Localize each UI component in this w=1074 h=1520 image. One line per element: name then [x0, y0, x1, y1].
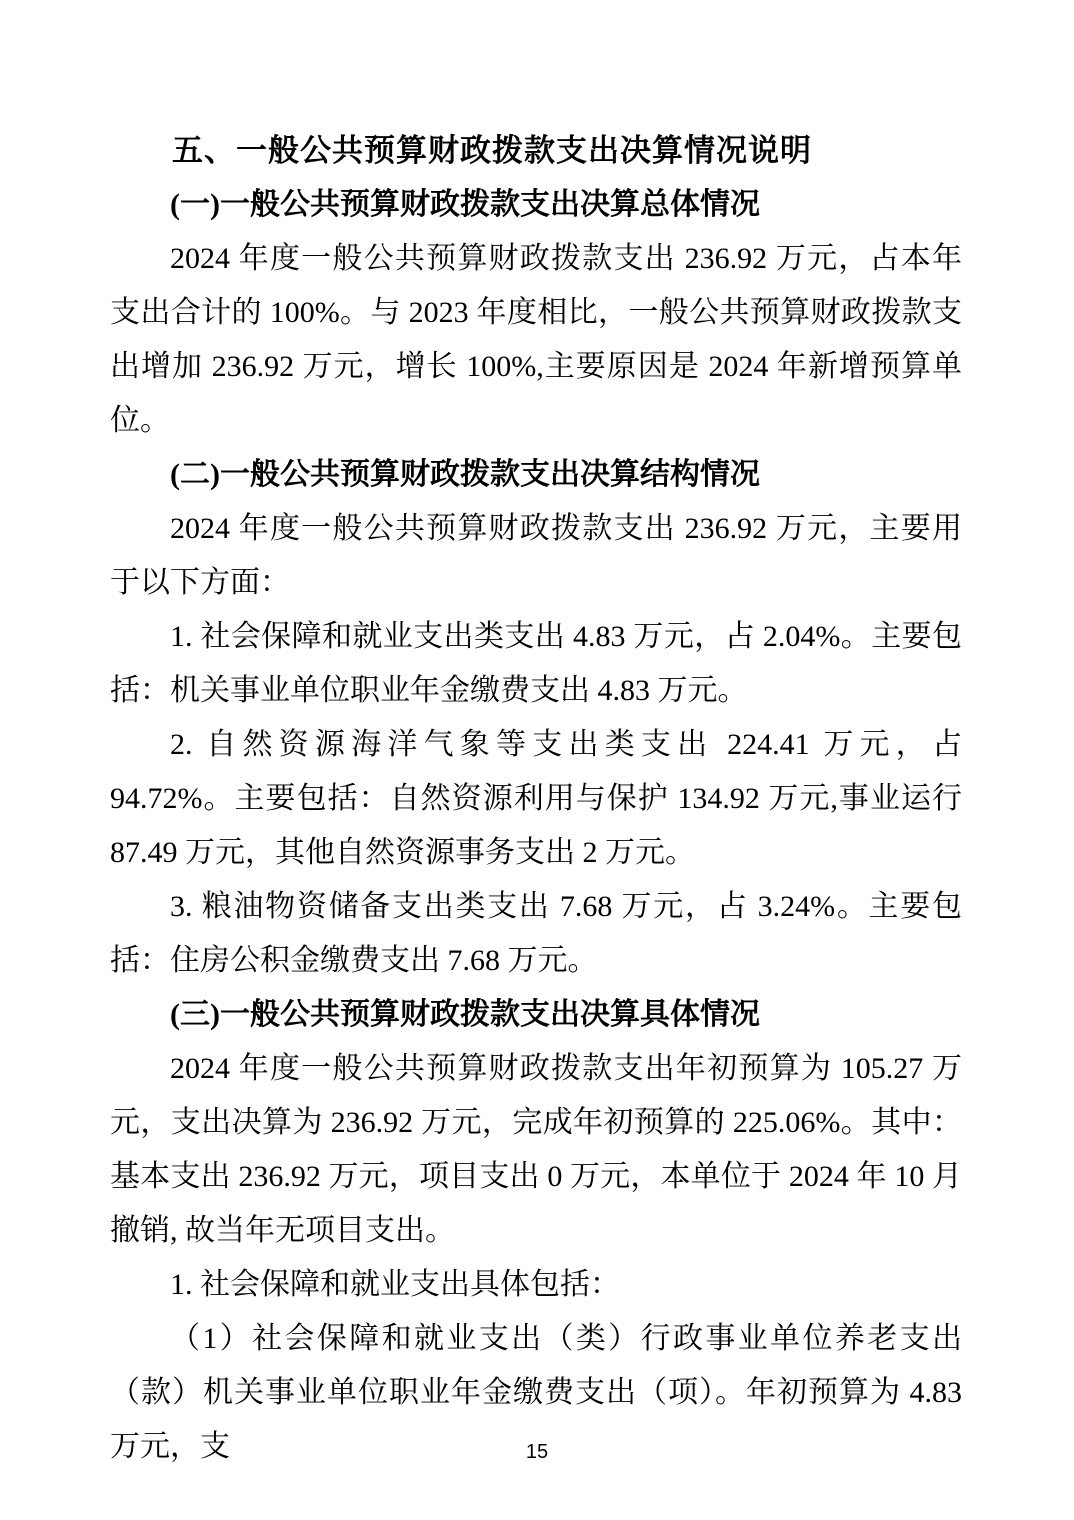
paragraph: 2024 年度一般公共预算财政拨款支出 236.92 万元，占本年支出合计的 100%。与 2023 年度相比，一般公共预算财政拨款支出增加 236.92 万元，增长 100%,主要原因是 2024 年新增预算单位。 — [110, 242, 962, 437]
section-heading-3: (三)一般公共预算财政拨款支出决算具体情况 — [170, 998, 760, 1031]
page-number: 15 — [525, 1441, 549, 1463]
section-heading-2: (二)一般公共预算财政拨款支出决算结构情况 — [170, 458, 760, 491]
paragraph: 1. 社会保障和就业支出类支出 4.83 万元，占 2.04%。主要包括：机关事业单位职业年金缴费支出 4.83 万元。 — [110, 620, 962, 707]
paragraph: 3. 粮油物资储备支出类支出 7.68 万元，占 3.24%。主要包括：住房公积金缴费支出 7.68 万元。 — [110, 890, 962, 977]
paragraph: 2024 年度一般公共预算财政拨款支出年初预算为 105.27 万元，支出决算为 236.92 万元，完成年初预算的 225.06%。其中：基本支出 236.92 万元，项目支出 0 万元，本单位于 2024 年 10 月撤销, 故当年无项目支出。 — [110, 1052, 962, 1247]
paragraph: （1）社会保障和就业支出（类）行政事业单位养老支出（款）机关事业单位职业年金缴费支出（项）。年初预算为 4.83万元，支 — [110, 1322, 962, 1463]
paragraph: 2024 年度一般公共预算财政拨款支出 236.92 万元，主要用于以下方面： — [110, 512, 962, 599]
doc-title: 五、一般公共预算财政拨款支出决算情况说明 — [172, 133, 812, 168]
section-heading-1: (一)一般公共预算财政拨款支出决算总体情况 — [170, 188, 760, 221]
paragraph: 2. 自然资源海洋气象等支出类支出 224.41 万元，占 94.72%。主要包括：自然资源利用与保护 134.92 万元,事业运行 87.49 万元，其他自然资源事务支出 2 万元。 — [110, 728, 962, 869]
paragraph: 1. 社会保障和就业支出具体包括： — [170, 1268, 620, 1301]
